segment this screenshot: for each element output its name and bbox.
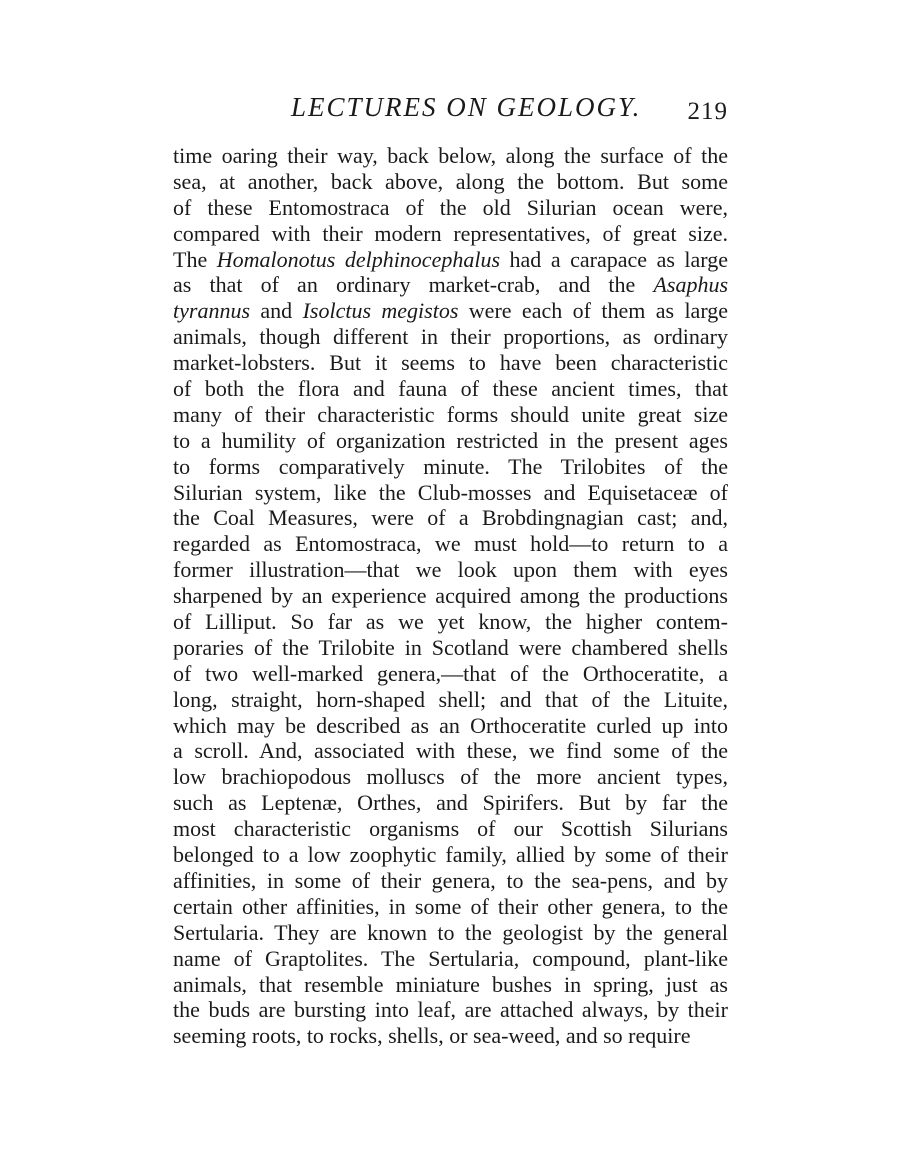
text-line	[173, 609, 728, 635]
text-line	[173, 816, 728, 842]
text-line	[173, 531, 728, 557]
text-line	[173, 738, 728, 764]
text-line	[173, 790, 728, 816]
text-segment: animals, that resemble miniature bushes in spring, just as	[173, 971, 728, 997]
text-segment: Sertularia. They are known to the geologist by the general	[173, 919, 728, 945]
text-line	[173, 713, 728, 739]
text-line	[173, 1023, 728, 1049]
text-line	[173, 661, 728, 687]
text-line	[173, 376, 728, 402]
text-line	[173, 272, 728, 298]
text-line	[173, 480, 728, 506]
text-segment: the buds are bursting into leaf, are attached always, by their	[173, 997, 728, 1023]
running-title: LECTURES ON GEOLOGY.	[291, 92, 642, 122]
text-segment: the Coal Measures, were of a Brobdingnagian cast; and,	[173, 505, 728, 531]
text-segment: compared with their modern representatives, of great size.	[173, 220, 728, 246]
text-segment: time oaring their way, back below, along the surface of the	[173, 143, 728, 168]
italic-text: Homalonotus delphinocephalus	[216, 246, 501, 272]
text-segment: which may be described as an Orthoceratite curled up into	[173, 712, 728, 738]
text-segment: affinities, in some of their genera, to the sea-pens, and by	[173, 867, 728, 893]
text-segment: The	[173, 246, 217, 272]
text-segment: many of their characteristic forms should unite great size	[173, 401, 728, 427]
text-line	[173, 298, 728, 324]
text-segment: such as Leptenæ, Orthes, and Spirifers. But by far the	[173, 790, 728, 816]
text-line	[173, 402, 728, 428]
text-segment: regarded as Entomostraca, we must hold—to return to a	[173, 531, 728, 557]
text-segment: of these Entomostraca of the old Silurian ocean were,	[173, 194, 728, 220]
text-segment: poraries of the Trilobite in Scotland were chambered shells	[173, 634, 728, 660]
text-segment: of Lilliput. So far as we yet know, the higher contem-	[173, 609, 728, 635]
text-segment: as that of an ordinary market-crab, and the	[173, 272, 654, 298]
text-line	[173, 221, 728, 247]
page-number: 219	[687, 98, 728, 125]
italic-text: Isolctus megistos	[302, 298, 459, 324]
text-segment: most characteristic organisms of our Scottish Silurians	[173, 816, 728, 842]
text-segment: sea, at another, back above, along the bottom. But some	[173, 168, 728, 194]
text-line	[173, 169, 728, 195]
body-text	[173, 143, 728, 1049]
text-line	[173, 247, 728, 273]
text-segment: and	[250, 298, 303, 324]
text-line	[173, 764, 728, 790]
text-line	[173, 972, 728, 998]
text-segment: had a carapace as large	[500, 246, 728, 272]
text-segment: to forms comparatively minute. The Trilobites of the	[173, 453, 728, 479]
italic-text: tyrannus	[173, 298, 250, 324]
text-line	[173, 428, 728, 454]
text-line	[173, 324, 728, 350]
text-segment: sharpened by an experience acquired among the productions	[173, 583, 728, 609]
text-line	[173, 868, 728, 894]
text-segment: of two well-marked genera,—that of the Orthoceratite, a	[173, 660, 728, 686]
text-line	[173, 842, 728, 868]
text-line	[173, 505, 728, 531]
page-header	[173, 92, 728, 132]
text-segment: market-lobsters. But it seems to have been characteristic	[173, 350, 728, 376]
text-line	[173, 557, 728, 583]
text-segment: certain other affinities, in some of their other genera, to the	[173, 893, 728, 919]
text-line	[173, 687, 728, 713]
text-segment: of both the flora and fauna of these ancient times, that	[173, 376, 728, 402]
text-segment: a scroll. And, associated with these, we find some of the	[173, 738, 728, 764]
text-segment: low brachiopodous molluscs of the more ancient types,	[173, 764, 728, 790]
text-line	[173, 635, 728, 661]
text-line	[173, 920, 728, 946]
text-segment: Silurian system, like the Club-mosses and Equisetaceæ of	[173, 479, 728, 505]
text-line	[173, 195, 728, 221]
italic-text: Asaphus	[653, 272, 728, 298]
text-segment: name of Graptolites. The Sertularia, compound, plant-like	[173, 945, 728, 971]
text-segment: seeming roots, to rocks, shells, or sea-weed, and so require	[173, 1023, 691, 1049]
text-segment: belonged to a low zoophytic family, allied by some of their	[173, 842, 728, 868]
text-segment: to a humility of organization restricted in the present ages	[173, 427, 728, 453]
text-segment: animals, though different in their proportions, as ordinary	[173, 324, 728, 350]
text-segment: former illustration—that we look upon them with eyes	[173, 557, 728, 583]
text-segment: were each of them as large	[458, 298, 729, 324]
text-line	[173, 143, 728, 169]
text-segment: long, straight, horn-shaped shell; and that of the Lituite,	[173, 686, 728, 712]
text-line	[173, 997, 728, 1023]
text-line	[173, 583, 728, 609]
text-line	[173, 350, 728, 376]
text-line	[173, 894, 728, 920]
text-line	[173, 454, 728, 480]
text-line	[173, 946, 728, 972]
